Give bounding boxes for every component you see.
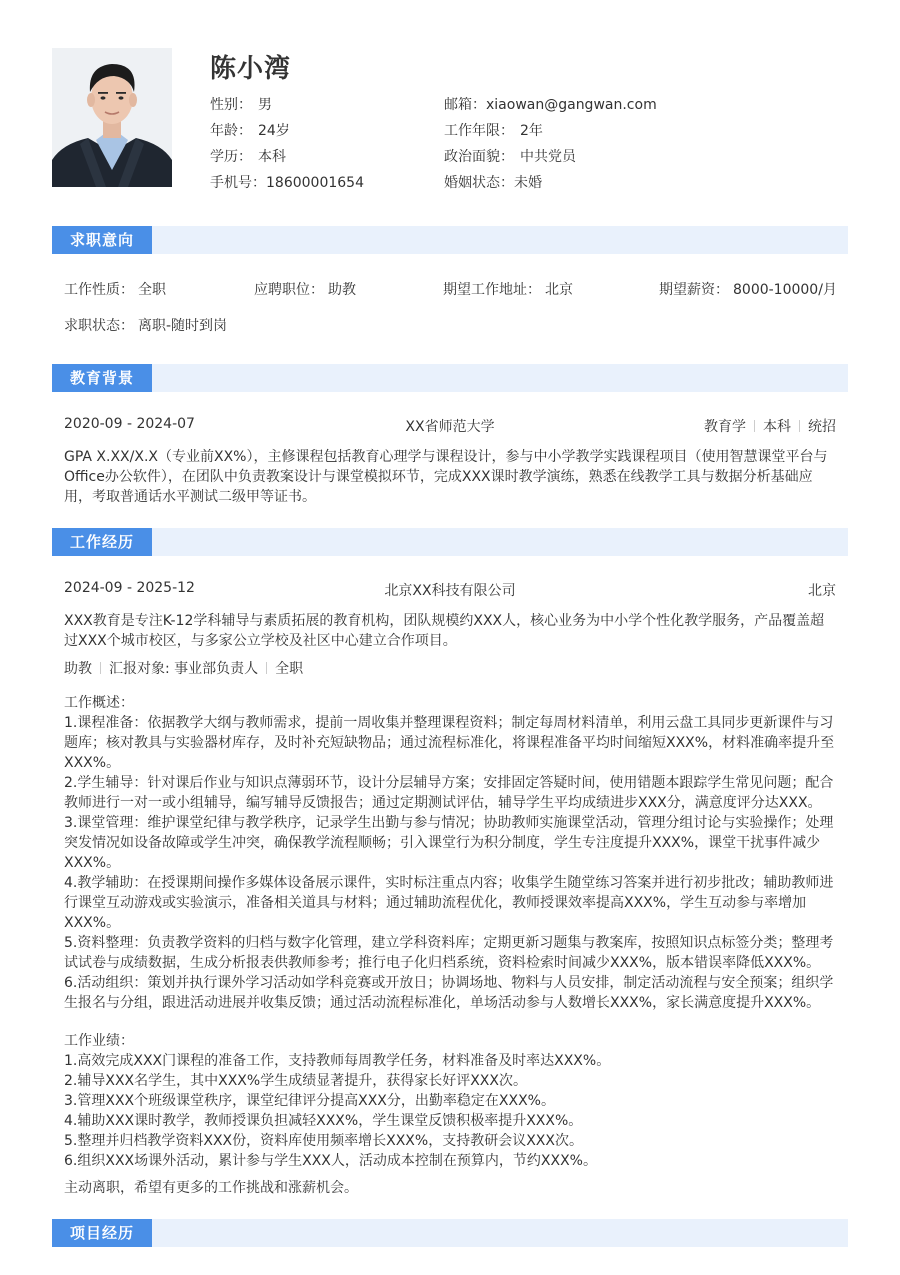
divider [266,662,267,674]
marital-field [444,172,542,192]
section-work [52,528,848,556]
overview-title: 工作概述： [64,695,134,711]
politics-label: 政治面貌： [444,149,514,165]
section-title-intent: 求职意向 [52,226,152,254]
section-title-project: 项目经历 [52,1219,152,1247]
gender-value: 男 [258,97,272,113]
achievement-item: 4.辅助XXX课时教学，教师授课负担减轻XXX%，学生课堂反馈积极率提升XXX%。 [64,1113,583,1129]
age-value: 24岁 [258,123,290,139]
years-value: 2年 [520,123,543,139]
work-report-to: 汇报对象: 事业部负责人 [109,661,259,677]
intent-status-label: 求职状态： [64,318,134,334]
education-tags [704,416,836,436]
years-field [444,120,543,140]
intent-salary [659,279,837,299]
section-education [52,364,848,392]
overview-item: 6.活动组织：策划并执行课外学习活动如学科竞赛或开放日；协调场地、物料与人员安排，制定活动流程与安全预案；组织学生报名与分组，跟进活动进展并收集反馈；通过活动流程标准化，单场活动参与人数增长XXX%，家长满意度提升XXX%。 [64,975,834,1011]
education-field [210,146,286,166]
politics-field [444,146,576,166]
gender-field [210,94,272,114]
gender-label: 性别： [210,97,252,113]
candidate-name: 陈小湾 [210,54,292,84]
education-label: 学历： [210,149,252,165]
phone-field [210,172,364,192]
overview-item: 3.课堂管理：维护课堂纪律与教学秩序，记录学生出勤与参与情况；协助教师实施课堂活动，管理分组讨论与实验操作；处理突发情况如设备故障或学生冲突，确保教学流程顺畅；引入课堂行为积分制度，学生专注度提升XXX%，课堂干扰事件减少XXX%。 [64,815,834,871]
phone-label: 手机号： [210,175,266,191]
overview-item: 4.教学辅助：在授课期间操作多媒体设备展示课件，实时标注重点内容；收集学生随堂练习答案并进行初步批改；辅助教师进行课堂互动游戏或实验演示，准备相关道具与材料；通过辅助流程优化，教师授课效率提高XXX%，学生互动参与率增加XXX%。 [64,875,834,931]
work-period: 2024-09 - 2025-12 [64,580,195,596]
intent-location [443,279,573,299]
intent-type-value: 全职 [138,282,166,298]
overview-item: 1.课程准备：依据教学大纲与教师需求，提前一周收集并整理课程资料；制定每周材料清单，利用云盘工具同步更新课件与习题库；核对教具与实验器材库存，及时补充短缺物品；通过流程标准化，将课程准备平均时间缩短XXX%，材料准确率提升至XXX%。 [64,715,835,771]
achievement-item: 6.组织XXX场课外活动，累计参与学生XXX人，活动成本控制在预算内，节约XXX%。 [64,1153,597,1169]
marital-label: 婚姻状态： [444,175,514,191]
achievement-item: 5.整理并归档教学资料XXX份，资料库使用频率增长XXX%，支持教研会议XXX次。 [64,1133,583,1149]
age-field [210,120,290,140]
intent-location-label: 期望工作地址： [443,282,541,298]
section-project [52,1219,848,1247]
divider [799,420,800,432]
phone-value: 18600001654 [266,175,364,191]
education-degree: 本科 [763,419,791,435]
intent-position [254,279,356,299]
education-description: GPA X.XX/X.X（专业前XX%），主修课程包括教育心理学与课程设计，参与中小学教学实践课程项目（使用智慧课堂平台与Office办公软件），在团队中负责教案设计与课堂模拟环节，完成XXX课时教学演练，熟悉在线教学工具与数据分析基础应用，考取普通话水平测试二级甲等证书。 [64,449,828,505]
education-period: 2020-09 - 2024-07 [64,416,195,432]
achievement-item: 1.高效完成XXX门课程的准备工作，支持教师每周教学任务，材料准备及时率达XXX%。 [64,1053,611,1069]
intent-position-value: 助教 [328,282,356,298]
education-header-row [64,416,836,436]
company-description: XXX教育是专注K-12学科辅导与素质拓展的教育机构，团队规模约XXX人，核心业务为中小学个性化教学服务，产品覆盖超过XXX个城市校区，与多家公立学校及社区中心建立合作项目。 [64,613,825,649]
divider [100,662,101,674]
marital-value: 未婚 [514,175,542,191]
leave-reason: 主动离职，希望有更多的工作挑战和涨薪机会。 [64,1180,358,1196]
work-role-tags [64,658,303,678]
section-title-education: 教育背景 [52,364,152,392]
work-achievements [64,1031,836,1171]
work-job-type: 全职 [275,661,304,677]
section-intent [52,226,848,254]
years-label: 工作年限： [444,123,514,139]
education-school: XX省师范大学 [405,419,495,435]
overview-item: 2.学生辅导：针对课后作业与知识点薄弱环节，设计分层辅导方案；安排固定答疑时间，使用错题本跟踪学生常见问题；配合教师进行一对一或小组辅导，编写辅导反馈报告；通过定期测试评估，辅导学生平均成绩进步XXX分，满意度评分达XXX。 [64,775,834,811]
divider [754,420,755,432]
achievement-item: 3.管理XXX个班级课堂秩序，课堂纪律评分提高XXX分，出勤率稳定在XXX%。 [64,1093,555,1109]
intent-position-label: 应聘职位： [254,282,324,298]
intent-type-label: 工作性质： [64,282,134,298]
overview-item: 5.资料整理：负责教学资料的归档与数字化管理，建立学科资料库；定期更新习题集与教案库，按照知识点标签分类；整理考试试卷与成绩数据，生成分析报表供教师参考；推行电子化归档系统，资料检索时间减少XXX%，版本错误率降低XXX%。 [64,935,834,971]
email-label: 邮箱： [444,97,486,113]
intent-status-value: 离职-随时到岗 [138,318,228,334]
education-value: 本科 [258,149,286,165]
work-header-row [64,580,836,600]
work-company: 北京XX科技有限公司 [384,583,516,599]
age-label: 年龄： [210,123,252,139]
section-title-work: 工作经历 [52,528,152,556]
achievements-title: 工作业绩： [64,1033,134,1049]
work-city: 北京 [808,583,836,599]
politics-value: 中共党员 [520,149,576,165]
intent-status [64,315,227,335]
intent-type [64,279,166,299]
intent-location-value: 北京 [545,282,573,298]
achievement-item: 2.辅导XXX名学生，其中XXX%学生成绩显著提升，获得家长好评XXX次。 [64,1073,527,1089]
work-overview [64,693,836,1013]
email-field [444,94,657,114]
profile-photo [52,48,172,187]
intent-salary-label: 期望薪资： [659,282,729,298]
education-major: 教育学 [704,419,746,435]
work-role-row [64,658,836,678]
email-value: xiaowan@gangwan.com [486,97,657,113]
education-enroll: 统招 [808,419,836,435]
intent-salary-value: 8000-10000/月 [733,282,837,298]
work-role: 助教 [64,661,92,677]
